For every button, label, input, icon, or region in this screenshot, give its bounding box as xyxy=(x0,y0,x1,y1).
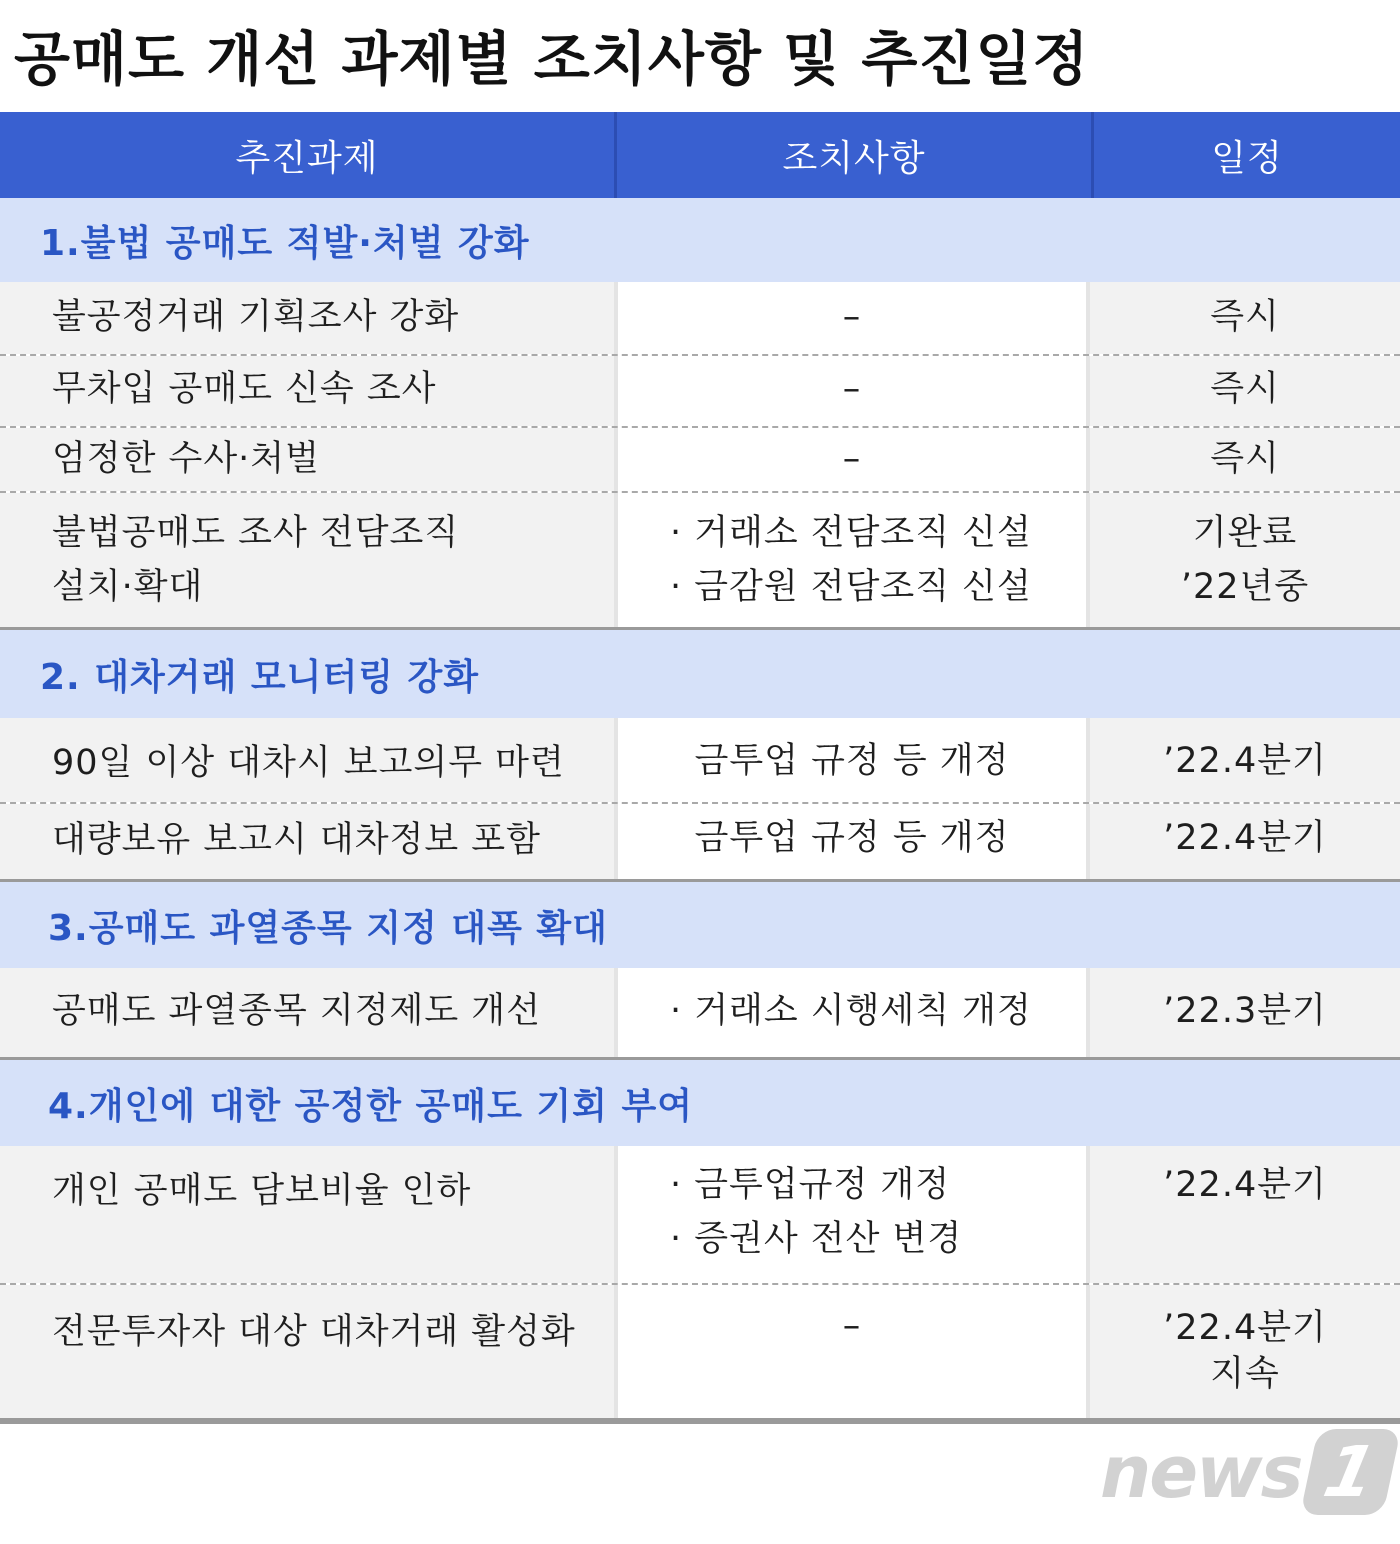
schedule-cell xyxy=(1090,493,1400,627)
action-cell xyxy=(614,1285,1090,1418)
table-header xyxy=(0,112,1400,198)
schedule-cell xyxy=(1090,968,1400,1057)
task-cell xyxy=(0,968,614,1057)
table-row xyxy=(0,1146,1400,1285)
schedule-text: ’22.4분기 xyxy=(1163,818,1327,858)
schedule-text: 즉시 xyxy=(1210,369,1280,409)
task-cell xyxy=(0,718,614,802)
action-cell xyxy=(614,804,1090,879)
action-cell xyxy=(614,282,1090,354)
section-title: 3.공매도 과열종목 지정 대폭 확대 xyxy=(0,882,1400,968)
action-text: 금투업 규정 등 개정 xyxy=(694,741,1010,781)
task-text: 대량보유 보고시 대차정보 포함 xyxy=(52,820,541,860)
table-row xyxy=(0,428,1400,493)
schedule-text: ’22.4분기 xyxy=(1163,1308,1327,1348)
schedule-text: ’22.3분기 xyxy=(1163,991,1327,1031)
schedule-text: ’22.4분기 xyxy=(1163,1165,1327,1205)
schedule-text: 기완료 xyxy=(1192,513,1298,553)
section-title: 4.개인에 대한 공정한 공매도 기회 부여 xyxy=(0,1060,1400,1146)
schedule-text: 지속 xyxy=(1210,1354,1280,1394)
schedule-cell xyxy=(1090,804,1400,879)
task-cell xyxy=(0,804,614,879)
table-row xyxy=(0,1285,1400,1424)
task-cell xyxy=(0,428,614,491)
header-task: 추진과제 xyxy=(235,137,379,179)
action-text: · 금투업규정 개정 xyxy=(670,1165,951,1205)
task-text: 설치·확대 xyxy=(52,567,204,607)
action-text: 금투업 규정 등 개정 xyxy=(694,818,1010,858)
page-title: 공매도 개선 과제별 조치사항 및 추진일정 xyxy=(14,25,1090,93)
logo-badge: 1 xyxy=(1300,1429,1400,1515)
task-text: 전문투자자 대상 대차거래 활성화 xyxy=(52,1312,576,1352)
action-cell xyxy=(614,968,1090,1057)
task-text: 불공정거래 기획조사 강화 xyxy=(52,297,460,337)
action-text: – xyxy=(842,297,862,337)
task-text: 개인 공매도 담보비율 인하 xyxy=(52,1171,472,1211)
schedule-cell xyxy=(1090,1146,1400,1283)
section-title: 1.불법 공매도 적발·처벌 강화 xyxy=(0,198,1400,282)
section-title: 2. 대차거래 모니터링 강화 xyxy=(0,630,1400,718)
schedule-text: 즉시 xyxy=(1210,297,1280,337)
action-cell xyxy=(614,356,1090,426)
action-text: – xyxy=(842,369,862,409)
logo-text: news xyxy=(1100,1430,1302,1514)
header-schedule: 일정 xyxy=(1211,137,1283,179)
schedule-cell xyxy=(1090,356,1400,426)
action-text: · 거래소 시행세칙 개정 xyxy=(670,991,1032,1031)
task-cell xyxy=(0,1285,614,1418)
action-cell xyxy=(614,493,1090,627)
action-text: · 거래소 전담조직 신설 xyxy=(670,513,1032,553)
action-cell xyxy=(614,428,1090,491)
task-text: 무차입 공매도 신속 조사 xyxy=(52,369,437,409)
schedule-text: ’22년중 xyxy=(1180,567,1310,607)
schedule-text: 즉시 xyxy=(1210,439,1280,479)
task-cell xyxy=(0,493,614,627)
table-row xyxy=(0,804,1400,882)
schedule-cell xyxy=(1090,1285,1400,1418)
schedule-cell xyxy=(1090,428,1400,491)
action-cell xyxy=(614,718,1090,802)
table-row xyxy=(0,493,1400,630)
schedule-table xyxy=(0,112,1400,1424)
task-cell xyxy=(0,1146,614,1283)
task-text: 엄정한 수사·처벌 xyxy=(52,439,320,479)
schedule-cell xyxy=(1090,282,1400,354)
table-row xyxy=(0,718,1400,804)
schedule-text: ’22.4분기 xyxy=(1163,741,1327,781)
task-text: 공매도 과열종목 지정제도 개선 xyxy=(52,991,541,1031)
task-cell xyxy=(0,356,614,426)
action-text: · 금감원 전담조직 신설 xyxy=(670,567,1032,607)
news1-logo xyxy=(1100,1432,1392,1512)
action-cell xyxy=(614,1146,1090,1283)
table-row xyxy=(0,356,1400,428)
table-row xyxy=(0,282,1400,356)
action-text: – xyxy=(842,1306,862,1346)
header-action: 조치사항 xyxy=(614,112,1094,198)
action-text: · 증권사 전산 변경 xyxy=(670,1219,963,1259)
action-text: – xyxy=(842,439,862,479)
table-row xyxy=(0,968,1400,1060)
schedule-cell xyxy=(1090,718,1400,802)
task-cell xyxy=(0,282,614,354)
task-text: 불법공매도 조사 전담조직 xyxy=(52,513,460,553)
task-text: 90일 이상 대차시 보고의무 마련 xyxy=(52,743,565,783)
